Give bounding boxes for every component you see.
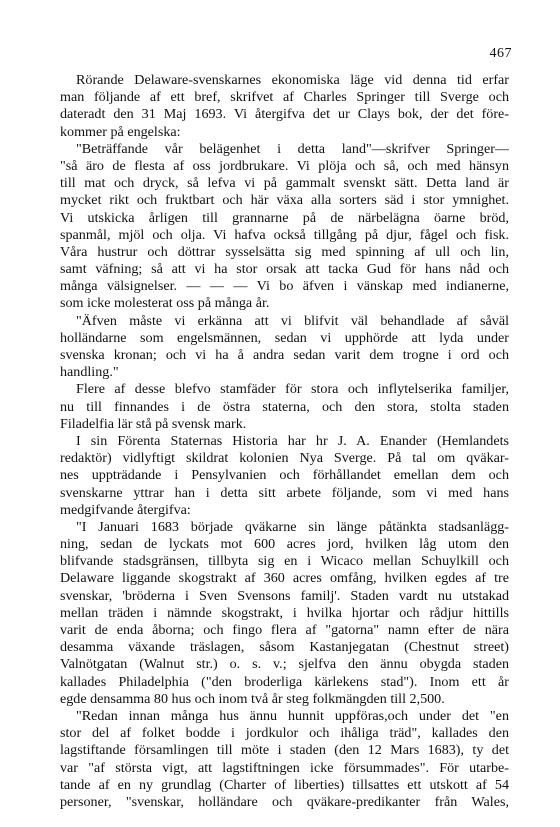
text-line: handling." [60, 364, 119, 381]
body-text [60, 72, 509, 811]
text-line: "Beträffande vår belägenhet i detta land"—skrifver Springer— [76, 140, 509, 157]
text-line: "så äro de flesta af oss jordbrukare. Vi plöja och så, och med hänsyn [60, 157, 509, 174]
text-line: dateradt den 31 Maj 1693. Vi återgifva det ur Clays bok, der det före- [60, 106, 509, 123]
text-line: var "af största vigt, att lagstiftningen icke försummades". För utarbe- [60, 759, 509, 776]
text-line: Valnötgatan (Walnut str.) o. s. v.; sjelfva den ännu obygda staden [60, 656, 509, 673]
text-line: till mat och dryck, så lefva vi på gammalt svenskt sätt. Detta land är [60, 175, 509, 192]
text-line: svenska kronan; och vi ha å andra sedan varit dem trogne i ord och [60, 347, 509, 363]
text-line: personer, "svenskar, holländare och qväkare-predikanter från Wales, [60, 793, 509, 810]
text-line: samt väfning; så att vi ha stor orsak att tacka Gud för hans nåd och [60, 261, 509, 278]
text-line: nu till finnandes i de östra staterna, och den stora, stolta staden [60, 398, 509, 415]
text-line: blifvande stadsgränsen, tillbyta sig en i Wicaco mellan Schuylkill och [60, 553, 509, 570]
text-line: Rörande Delaware-svenskarnes ekonomiska läge vid denna tid erfar [76, 72, 509, 88]
text-line: stor del af folket bodde i jordkulor och ihåliga träd", kallades den [60, 725, 509, 742]
text-line: Flere af desse blefvo stamfäder för stora och inflytelserika familjer, [76, 381, 509, 398]
text-line: svenskar, 'bröderna i Sven Svensons familj'. Staden vardt nu utstakad [60, 587, 509, 604]
text-line: mycket rikt och fruktbart och här växa alla sorters säd i stor ymnighet. [60, 192, 509, 209]
text-line: många välsignelser. — — — Vi bo äfven i vänskap med indianerne, [60, 278, 509, 295]
text-line: Filadelfia lär stå på svensk mark. [60, 415, 247, 432]
page-number: 467 [489, 46, 512, 61]
text-line: I sin Förenta Staternas Historia har hr J. A. Enander (Hemlandets [76, 432, 509, 449]
text-line: kommer på engelska: [60, 123, 181, 140]
text-line: ning, sedan de lyckats mot 600 acres jord, hvilken låg utom den [60, 536, 509, 553]
text-line: man följande af ett bref, skrifvet af Charles Springer till Sverge och [60, 89, 509, 106]
text-line: varit de enda åborna; och fingo flera af "gatorna" namn efter de nära [60, 622, 509, 638]
text-line: Delaware liggande skogstrakt af 360 acres omfång, hvilken egdes af tre [60, 570, 509, 587]
text-line: desamma växande träslagen, såsom Kastanjegatan (Chestnut street) [60, 639, 509, 656]
text-line: som icke molesterat oss på många år. [60, 295, 270, 312]
text-line: "Äfven måste vi erkänna att vi blifvit väl behandlade af såväl [76, 312, 509, 329]
text-line: spanmål, mjöl och olja. Vi hafva också tillgång på djur, fågel och fisk. [60, 226, 509, 243]
text-line: Vi utskicka årligen till grannarne på de närbelägna öarne bröd, [60, 209, 509, 226]
text-line: "I Januari 1683 började qväkarne sin länge påtänkta stadsanlägg- [76, 518, 509, 535]
text-line: tande af en ny grundlag (Charter of liberties) tillsattes ett utskott af 54 [60, 776, 509, 793]
text-line: nes uppträdande i Pensylvanien och förhållandet emellan dem och [60, 467, 509, 484]
text-line: lagstiftande församlingen till möte i staden (den 12 Mars 1683), ty det [60, 742, 509, 759]
text-line: kallades Philadelphia ("den broderliga kärlekens stad"). Inom ett år [60, 673, 509, 690]
text-line: redaktör) vidlyftigt skildrat kolonien Nya Sverge. På tal om qväkar- [60, 450, 509, 467]
text-line: mellan träden i nämnde skogstrakt, i hvilka hjortar och rådjur hittills [60, 604, 509, 621]
text-line: medgifvande återgifva: [60, 501, 191, 518]
text-line: "Redan innan många hus ännu hunnit uppföras,och under det "en [76, 707, 509, 724]
text-line: holländarne som engelsmännen, sedan vi upphörde att lyda under [60, 329, 509, 346]
text-line: Våra hustrur och döttrar sysselsätta sig med spinning af ull och lin, [60, 243, 509, 260]
text-line: egde densamma 80 hus och inom två år steg folkmängden till 2,500. [60, 690, 445, 707]
text-line: svenskarne yttrar han i detta sitt arbete följande, som vi med hans [60, 484, 509, 501]
